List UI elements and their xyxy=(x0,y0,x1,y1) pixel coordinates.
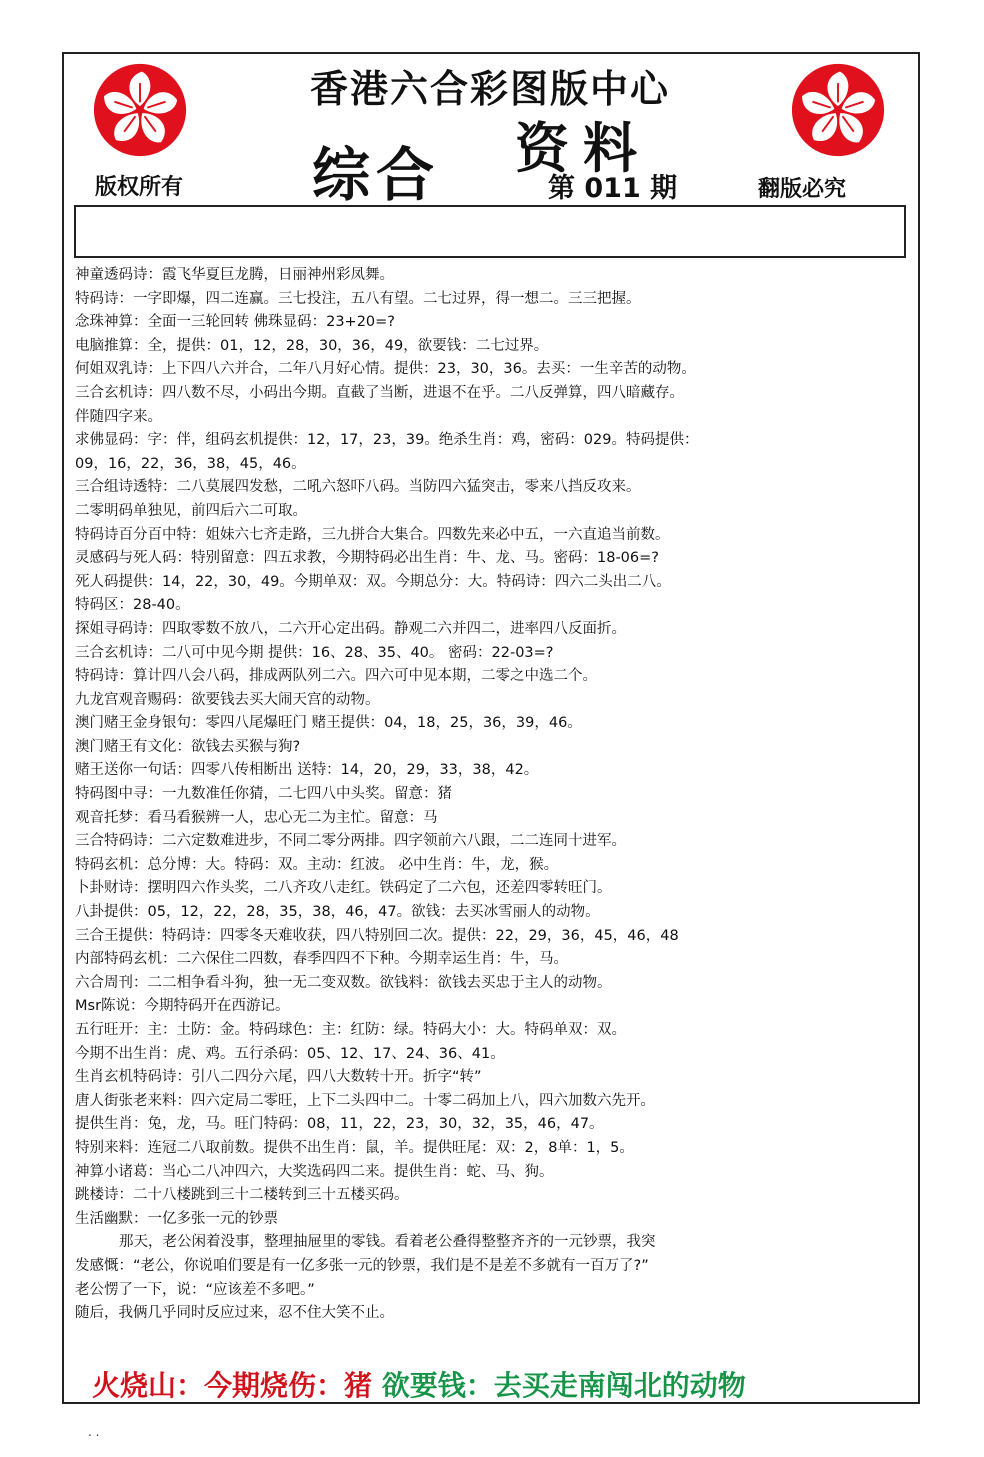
content-line: 六合周刊：二二相争看斗狗，独一无二变双数。欲钱料：欲钱去买忠于主人的动物。 xyxy=(75,974,612,991)
copyright-right: 翻版必究 xyxy=(758,177,847,202)
main-title-part-2: 资料 xyxy=(515,116,651,180)
main-title-part-1: 综合 xyxy=(312,141,441,209)
bauhinia-flower-icon xyxy=(92,62,188,158)
content-line: 求佛显码：字：伴，组码玄机提供：12，17，23，39。绝杀生肖：鸡，密码：029。特码提供： xyxy=(75,432,699,449)
content-line: 灵感码与死人码：特别留意：四五求教，今期特码必出生肖：牛、龙、马。密码：18-06=? xyxy=(75,550,659,567)
bauhinia-flower-icon xyxy=(790,62,886,158)
content-line: 三合特码诗：二六定数难进步，不同二零分两排。四字领前六八跟，二二连同十进军。 xyxy=(75,833,626,850)
content-line: 三合王提供：特码诗：四零冬天难收获，四八特别回二次。提供：22，29，36，45，46，48 xyxy=(75,927,679,944)
banner-green-text: 欲要钱：去买走南闯北的动物 xyxy=(381,1369,746,1402)
footer-dots: . . xyxy=(88,1425,100,1439)
content-line: 今期不出生肖：虎、鸡。五行杀码：05、12、17、24、36、41。 xyxy=(75,1045,505,1062)
content-line: 五行旺开：主：土防：金。特码球色：主：红防：绿。特码大小：大。特码单双：双。 xyxy=(75,1022,626,1038)
content-line: 探姐寻码诗：四取零数不放八，二六开心定出码。静观二六并四二，进率四八反面折。 xyxy=(75,620,626,637)
content-line: 赌王送你一句话：四零八传相断出 送特：14，20，29，33，38，42。 xyxy=(75,762,539,779)
content-line: 伴随四字来。 xyxy=(75,408,162,425)
content-line: 特码玄机：总分博：大。特码：双。主动：红波。 必中生肖：牛，龙，猴。 xyxy=(75,856,559,873)
content-line: 唐人街张老来料：四六定局二零旺，上下二头四中二。十零二码加上八，四六加数六先开。 xyxy=(75,1092,655,1109)
banner-red-text: 火烧山：今期烧伤：猪 xyxy=(92,1369,373,1402)
content-line: 特码诗：算计四八会八码，排成两队列二六。四六可中见本期，二零之中选二个。 xyxy=(75,668,597,685)
content-line: 八卦提供：05，12，22，28，35，38，46，47。欲钱：去买冰雪丽人的动物。 xyxy=(75,904,600,921)
copyright-left: 版权所有 xyxy=(95,175,184,200)
content-line: 特码诗：一字即爆，四二连赢。三七投注，五八有望。二七过界，得一想二。三三把握。 xyxy=(75,290,641,307)
content-line: 09，16，22，36，38，45，46。 xyxy=(75,455,306,472)
content-line: 特码区：28-40。 xyxy=(75,597,190,614)
content-line: 生肖玄机特码诗：引八二四分六尾，四八大数转十开。折字“转” xyxy=(75,1069,482,1086)
content-line: 二零明码单独见，前四后六二可取。 xyxy=(75,502,307,519)
content-line: 卜卦财诗：摆明四六作头奖，二八齐攻八走红。铁码定了二六包，还差四零转旺门。 xyxy=(75,880,612,897)
blank-box xyxy=(74,205,906,258)
issue-number: 第 011 期 xyxy=(548,173,678,204)
content-line: 九龙宫观音赐码：欲要钱去买大闹天宫的动物。 xyxy=(75,691,380,708)
content-line: 神算小诸葛：当心二八冲四六，大奖选码四二来。提供生肖：蛇、马、狗。 xyxy=(75,1163,554,1180)
content-line: 随后，我俩几乎同时反应过来，忍不住大笑不止。 xyxy=(75,1305,394,1322)
content-line: 发感慨：“老公，你说咱们要是有一亿多张一元的钞票，我们是不是差不多就有一百万了?” xyxy=(75,1257,649,1274)
content-line: 澳门赌王有文化：欲钱去买猴与狗? xyxy=(75,738,301,755)
content-line: 死人码提供：14，22，30，49。今期单双：双。今期总分：大。特码诗：四六二头出二八。 xyxy=(75,573,671,590)
content-line: 神童透码诗：霞飞华夏巨龙腾，日丽神州彩凤舞。 xyxy=(75,267,394,283)
content-line: 老公愣了一下，说：“应该差不多吧。” xyxy=(75,1281,315,1298)
content-line: Msr陈说：今期特码开在西游记。 xyxy=(75,998,290,1015)
content-line: 内部特码玄机：二六保住二四数，春季四四不下种。今期幸运生肖：牛，马。 xyxy=(75,951,568,968)
publisher-title: 香港六合彩图版中心 xyxy=(309,66,670,111)
content-line: 生活幽默：一亿多张一元的钞票 xyxy=(75,1210,278,1227)
content-line: 三合玄机诗：二八可中见今期 提供：16、28、35、40。 密码：22-03=? xyxy=(75,644,554,661)
content-line: 电脑推算：全，提供：01，12，28，30，36，49，欲要钱：二七过界。 xyxy=(75,337,549,354)
content-line: 跳楼诗：二十八楼跳到三十二楼转到三十五楼买码。 xyxy=(75,1187,409,1204)
content-line: 三合组诗透特：二八莫展四发愁，二吼六怒吓八码。当防四六猛突击，零来八挡反攻来。 xyxy=(75,479,641,496)
bottom-banner xyxy=(92,1364,902,1404)
content-line: 观音托梦：看马看猴辨一人，忠心无二为主忙。留意：马 xyxy=(75,809,438,826)
content-line: 何姐双乳诗：上下四八六并合，二年八月好心情。提供：23，30，36。去买：一生辛苦的动物。 xyxy=(75,361,696,378)
content-line: 特码诗百分百中特：姐妹六七齐走路，三九拼合大集合。四数先来必中五，一六直追当前数。 xyxy=(75,526,670,543)
content-line: 三合玄机诗：四八数不尽，小码出今期。直截了当断，进退不在乎。二八反弹算，四八暗藏存。 xyxy=(75,384,684,401)
content-line: 念珠神算：全面一三轮回转 佛珠显码：23+20=? xyxy=(75,314,396,331)
content-line: 澳门赌王金身银句：零四八尾爆旺门 赌王提供：04，18，25，36，39，46。 xyxy=(75,715,582,732)
content-line: 特码图中寻：一九数准任你猜，二七四八中头奖。留意：猪 xyxy=(75,786,452,803)
content-line: 那天，老公闲着没事，整理抽屉里的零钱。看着老公叠得整整齐齐的一元钞票，我突 xyxy=(119,1234,656,1251)
content-line: 特别来料：连冠二八取前数。提供不出生肖：鼠，羊。提供旺尾：双：2，8单：1，5。 xyxy=(75,1139,634,1156)
content-line: 提供生肖：兔，龙，马。旺门特码：08，11，22，23，30，32，35，46，47。 xyxy=(75,1116,604,1133)
content-lines xyxy=(75,264,910,1326)
